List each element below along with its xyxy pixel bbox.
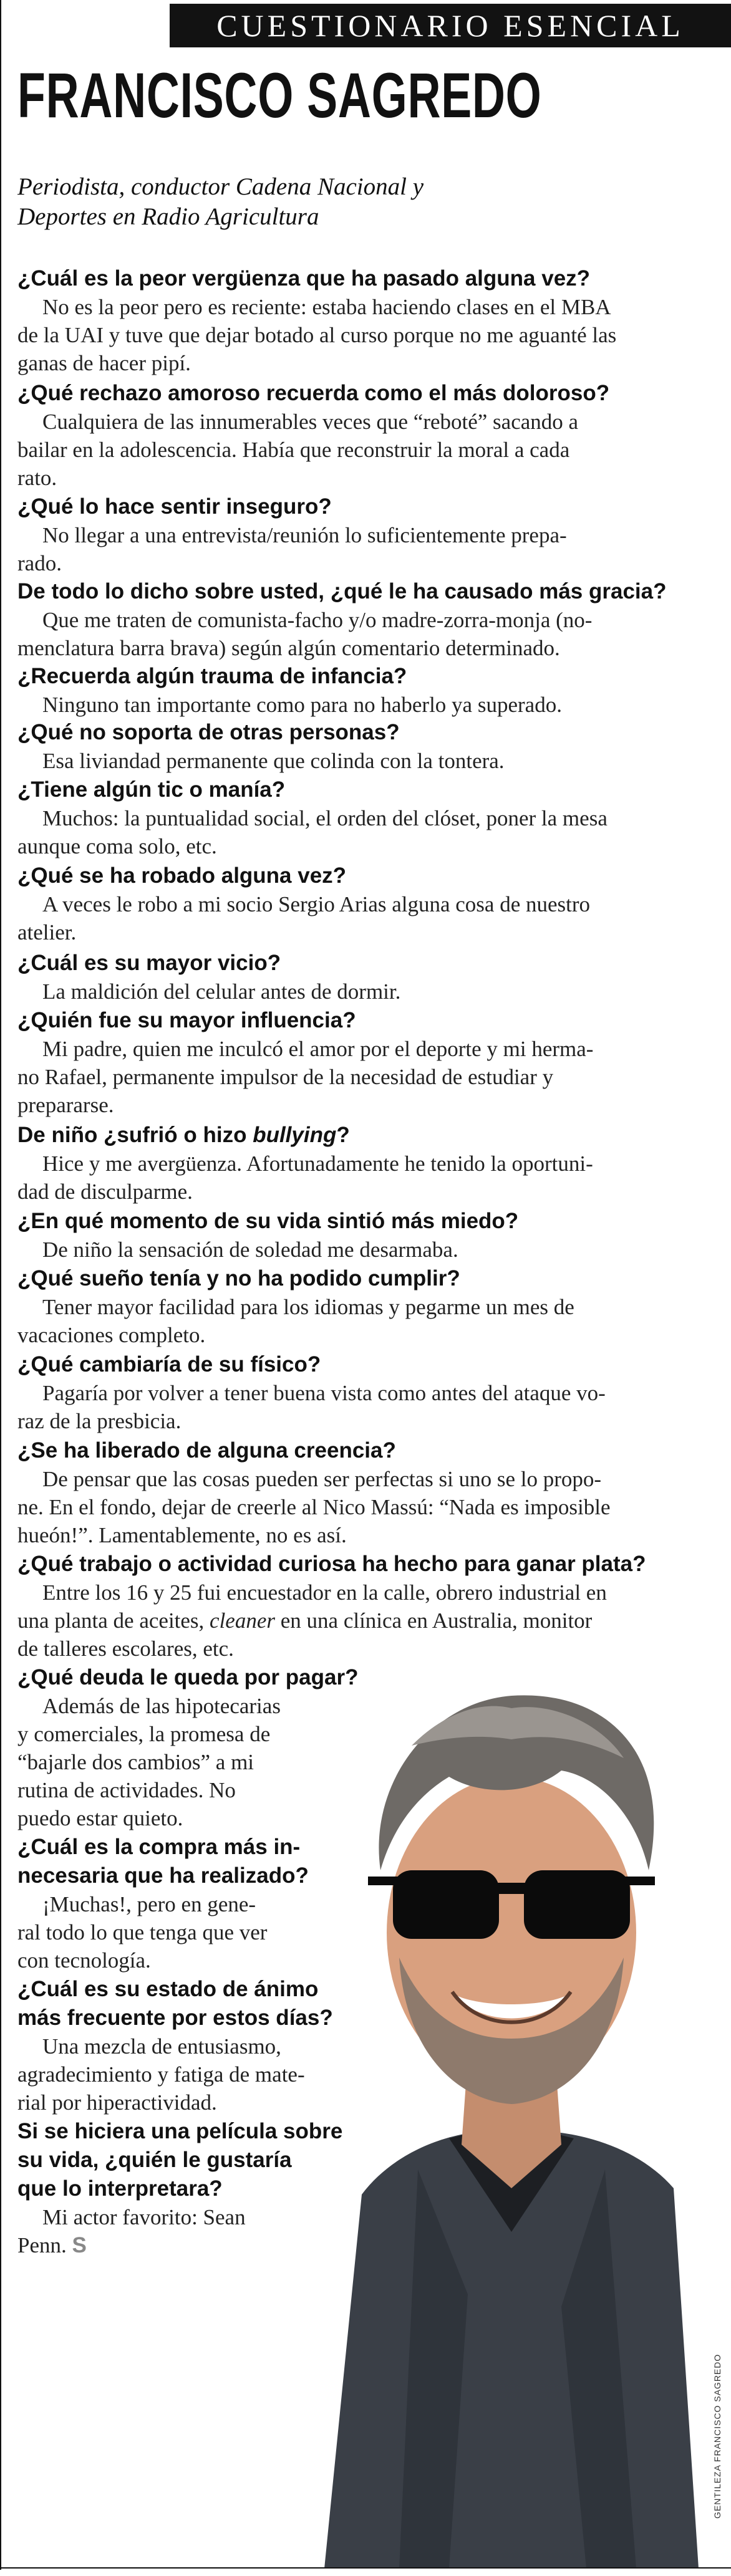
answer-line: rato. bbox=[17, 466, 57, 490]
answer-line: no Rafael, permanente impulsor de la necesidad de estudiar y bbox=[17, 1065, 554, 1089]
answer-line: hueón!”. Lamentablemente, no es así. bbox=[17, 1523, 347, 1547]
section-label: CUESTIONARIO ESENCIAL bbox=[216, 8, 684, 43]
answer-line: y comerciales, la promesa de bbox=[17, 1722, 271, 1746]
end-mark: S bbox=[72, 2233, 87, 2257]
question: ¿Recuerda algún trauma de infancia? bbox=[17, 664, 407, 688]
question: ¿Cuál es la peor vergüenza que ha pasado alguna vez? bbox=[17, 266, 591, 291]
answer-line: Además de las hipotecarias bbox=[42, 1694, 281, 1718]
question: su vida, ¿quién le gustaría bbox=[17, 2148, 292, 2172]
question: ¿Quién fue su mayor influencia? bbox=[17, 1008, 356, 1032]
question: ¿Qué rechazo amoroso recuerda como el más doloroso? bbox=[17, 381, 610, 405]
interviewee-name: FRANCISCO SAGREDO bbox=[17, 60, 542, 131]
question: ¿Qué se ha robado alguna vez? bbox=[17, 863, 347, 888]
answer-line: Muchos: la puntualidad social, el orden del clóset, poner la mesa bbox=[42, 806, 608, 830]
answer-line: ganas de hacer pipí. bbox=[17, 351, 191, 375]
bottom-rule bbox=[0, 2567, 731, 2569]
question: que lo interpretara? bbox=[17, 2176, 223, 2201]
question: De niño ¿sufrió o hizo bullying? bbox=[17, 1123, 350, 1147]
answer-line: ne. En el fondo, dejar de creerle al Nico Massú: “Nada es imposible bbox=[17, 1495, 611, 1519]
answer-line: Que me traten de comunista-facho y/o madre-zorra-monja (no- bbox=[42, 608, 593, 632]
question: más frecuente por estos días? bbox=[17, 2006, 333, 2030]
question: ¿Qué cambiaría de su físico? bbox=[17, 1352, 321, 1377]
subtitle-line: Periodista, conductor Cadena Nacional y bbox=[17, 173, 424, 200]
question: necesaria que ha realizado? bbox=[17, 1863, 309, 1888]
answer-line: Mi padre, quien me inculcó el amor por el deporte y mi herma- bbox=[42, 1037, 594, 1061]
question: Si se hiciera una película sobre bbox=[17, 2119, 343, 2143]
subtitle-line: Deportes en Radio Agricultura bbox=[17, 203, 319, 230]
answer-line: No es la peor pero es reciente: estaba haciendo clases en el MBA bbox=[42, 295, 611, 319]
question: ¿Cuál es su estado de ánimo bbox=[17, 1977, 319, 2001]
answer-line: raz de la presbicia. bbox=[17, 1409, 182, 1433]
answer-line: una planta de aceites, cleaner en una clínica en Australia, monitor bbox=[17, 1608, 593, 1633]
answer-line: con tecnología. bbox=[17, 1948, 151, 1973]
answer-line: La maldición del celular antes de dormir. bbox=[42, 979, 401, 1004]
left-border bbox=[0, 0, 1, 2570]
answer-line: aunque coma solo, etc. bbox=[17, 834, 217, 858]
question: ¿Tiene algún tic o manía? bbox=[17, 777, 286, 802]
answer-line: Tener mayor facilidad para los idiomas y pegarme un mes de bbox=[42, 1295, 574, 1319]
answer-line: bailar en la adolescencia. Había que reconstruir la moral a cada bbox=[17, 438, 570, 462]
question: ¿Qué lo hace sentir inseguro? bbox=[17, 494, 332, 519]
question: ¿En qué momento de su vida sintió más miedo? bbox=[17, 1209, 519, 1233]
answer-line: menclatura barra brava) según algún comentario determinado. bbox=[17, 636, 560, 660]
interviewee-subtitle bbox=[17, 172, 716, 232]
answer-line: rado. bbox=[17, 551, 62, 575]
question: ¿Qué no soporta de otras personas? bbox=[17, 720, 400, 744]
answer-line: Pagaría por volver a tener buena vista como antes del ataque vo- bbox=[42, 1381, 606, 1405]
answer-line: vacaciones completo. bbox=[17, 1323, 206, 1347]
answer-line: Ninguno tan importante como para no haberlo ya superado. bbox=[42, 693, 562, 717]
answer-line: Entre los 16 y 25 fui encuestador en la calle, obrero industrial en bbox=[42, 1580, 607, 1605]
answer-line: ral todo lo que tenga que ver bbox=[17, 1920, 268, 1944]
answer-line: Una mezcla de entusiasmo, bbox=[42, 2034, 281, 2059]
answer-line: Cualquiera de las innumerables veces que “reboté” sacando a bbox=[42, 410, 579, 434]
answer-line: Esa liviandad permanente que colinda con la tontera. bbox=[42, 749, 505, 773]
question: ¿Qué sueño tenía y no ha podido cumplir? bbox=[17, 1266, 460, 1290]
answer-line: A veces le robo a mi socio Sergio Arias alguna cosa de nuestro bbox=[42, 892, 591, 916]
answer-line: atelier. bbox=[17, 920, 77, 944]
answer-line: de talleres escolares, etc. bbox=[17, 1636, 234, 1661]
question: ¿Se ha liberado de alguna creencia? bbox=[17, 1438, 396, 1463]
answer-line: agradecimiento y fatiga de mate- bbox=[17, 2062, 305, 2087]
answer-line: Mi actor favorito: Sean bbox=[42, 2205, 246, 2229]
answer-line: de la UAI y tuve que dejar botado al curso porque no me aguanté las bbox=[17, 323, 617, 347]
answer-line: Hice y me avergüenza. Afortunadamente he tenido la oportuni- bbox=[42, 1151, 593, 1176]
question: ¿Qué deuda le queda por pagar? bbox=[17, 1665, 359, 1689]
answer-line: puedo estar quieto. bbox=[17, 1806, 183, 1830]
portrait-photo bbox=[324, 1608, 699, 2569]
answer-line: rial por hiperactividad. bbox=[17, 2090, 217, 2115]
answer-line: dad de disculparme. bbox=[17, 1180, 193, 1204]
question: ¿Cuál es su mayor vicio? bbox=[17, 951, 281, 975]
answer-line: prepararse. bbox=[17, 1093, 114, 1117]
answer-line: “bajarle dos cambios” a mi bbox=[17, 1750, 254, 1774]
answer-line: Penn. S bbox=[17, 2233, 87, 2257]
answer-line: rutina de actividades. No bbox=[17, 1778, 236, 1802]
question: ¿Cuál es la compra más in- bbox=[17, 1835, 301, 1859]
answer-line: De niño la sensación de soledad me desarmaba. bbox=[42, 1238, 458, 1262]
answer-line: De pensar que las cosas pueden ser perfectas si uno se lo propo- bbox=[42, 1467, 602, 1491]
answer-line: No llegar a una entrevista/reunión lo suficientemente prepa- bbox=[42, 523, 567, 547]
photo-credit: GENTILEZA FRANCISCO SAGREDO bbox=[712, 2353, 722, 2519]
question: De todo lo dicho sobre usted, ¿qué le ha causado más gracia? bbox=[17, 579, 667, 603]
answer-line: ¡Muchas!, pero en gene- bbox=[42, 1892, 256, 1916]
question: ¿Qué trabajo o actividad curiosa ha hecho para ganar plata? bbox=[17, 1552, 646, 1576]
